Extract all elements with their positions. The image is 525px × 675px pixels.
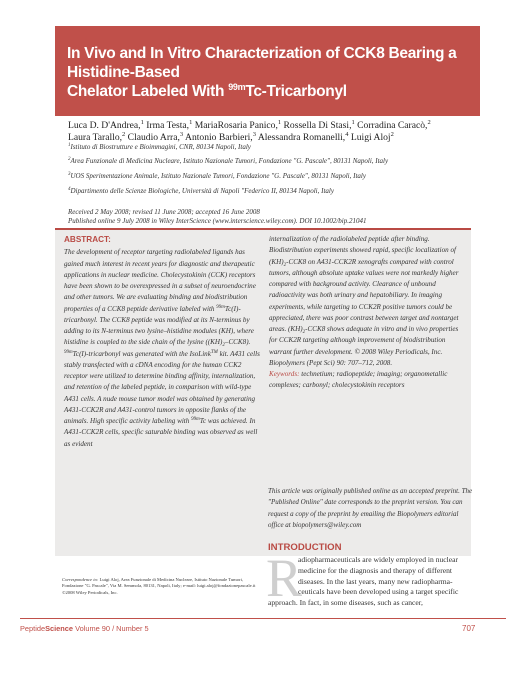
abstract-text-run: -CCK8 on A431-CCK2R xenografts compared with control tumors, although absolute uptake values were not markedly higher compared with background activity. Clearance of unbound radioactivity was both urinary and hepatobiliary. In imaging experiments, while targeting to CCK2R positive tumors could be appreciated, there was poor contrast between target and nontarget areas. (KH): [269, 257, 459, 333]
author-line-1: [68, 120, 488, 132]
abstract-text-run: Tc(I)-tricarbonyl. The CCK8 peptide was modified at its N-terminus by adding to its N-terminus two lysine–histidine modules (KH), where histidine is coupled to the side chain of the lysine ((KH): [64, 304, 254, 347]
author-affiliation-mark: 1: [140, 119, 144, 126]
affiliation-text: Area Funzionale di Medicina Nucleare, Istituto Nazionale Tumori, Fondazione "G. Pascale", 80131 Napoli, Italy: [70, 157, 389, 165]
affiliation-text: Istituto di Biostrutture e Bioimmagini, CNR, 80134 Napoli, Italy: [70, 143, 251, 151]
subscript: 2: [302, 330, 306, 335]
abstract-column-left: [64, 234, 260, 450]
correspondence-label: Correspondence to:: [62, 577, 99, 582]
intro-text-line: medicine for the diagnosis and therapy of different: [298, 566, 453, 575]
affiliation-number: 4: [68, 187, 71, 192]
affiliation-number: 1: [68, 143, 71, 148]
footer-rule: [20, 618, 506, 619]
author-affiliation-mark: 2: [122, 131, 126, 139]
affiliation-2: [68, 157, 488, 166]
abstract-text-run: The development of receptor targeting radiolabeled ligands has gained much interest in recent years for diagnostic and therapeutic applications in nuclear medicine. Cholecystokinin (CCK) receptors have been shown to be overexpressed in a subset of neuroendocrine and other tumors. We are evaluating binding and biodistribution properties of a CCK8 peptide derivative labeled with: [64, 248, 256, 313]
abstract-text-run: -CCK8 shows adequate in vitro and in vivo properties for CCK2R targeting although improvement of biodistribution warrant further development. © 2008 Wiley Periodicals, Inc. Biopolymers (Pept Sci) 90: 707–712, 2008.: [269, 325, 459, 367]
keywords-label: Keywords:: [269, 370, 300, 378]
subscript: 2: [283, 262, 287, 268]
drop-cap-letter: R: [266, 548, 303, 608]
author-name: Irma Testa,: [143, 120, 190, 131]
correspondence-note: [62, 577, 260, 596]
author-name: Laura Tarallo,: [68, 132, 123, 144]
affiliation-number: 2: [68, 157, 71, 162]
abstract-top-rule: [55, 228, 471, 230]
isotope-superscript: 99m: [191, 417, 200, 422]
abstract-column-right: [269, 234, 465, 392]
introduction-heading: INTRODUCTION: [268, 542, 342, 553]
journal-name-peptide: Peptide: [20, 624, 46, 633]
author-affiliation-mark: 3: [179, 131, 184, 139]
abstract-text-run: internalization of the radiolabeled peptide after binding. Biodistribution experiments showed rapid, specific localization of (KH): [269, 235, 456, 266]
abstract-text-run: Tc(I)-tricarbonyl was generated with the IsoLink: [72, 349, 211, 358]
page-number: 707: [462, 624, 476, 633]
copyright-line: ©2008 Wiley Periodicals, Inc.: [62, 589, 118, 595]
affiliation-1: [68, 143, 488, 152]
article-title: [67, 44, 468, 101]
abstract-text-left: [64, 247, 260, 450]
author-name: Alessandra Romanelli,: [255, 132, 346, 144]
abstract-text-right: [269, 234, 465, 369]
journal-name-science: Science: [45, 624, 74, 633]
intro-text-line: ceuticals have been developed using a target specific: [298, 587, 459, 596]
title-line-1: In Vivo and In Vitro Characterization of CCK8 Bearing a Histidine-Based: [67, 45, 457, 81]
preprint-note: This article was originally published online as an accepted preprint. The "Published Online" date corresponds to the preprint version. You can request a copy of the preprint by emailing the Biopolymers editorial office at biopolymers@wiley.com: [268, 487, 473, 530]
author-name: Luigi Aloj: [348, 132, 391, 144]
affiliation-text: UOS Sperimentazione Animale, Istituto Nazionale Tumori, Fondazione "G. Pascale", 80131 Napoli, Italy: [70, 172, 366, 180]
correspondence-text: Luigi Aloj, Area Funzionale di Medicina Nucleare, Istituto Nazionale Tumori, Fondazione "G. Pascale", Via M. Semmola, 80131, Napoli, Italy; e-mail: luigi.aloj@fondazionepascale.it: [62, 577, 256, 589]
title-isotope-superscript: 99m: [228, 82, 246, 92]
author-affiliation-mark: 1: [277, 119, 282, 126]
abstract-heading: ABSTRACT:: [64, 235, 111, 244]
author-affiliation-mark: 3: [252, 131, 256, 139]
intro-text-line: adiopharmaceuticals are widely employed in nuclear: [298, 555, 459, 564]
journal-footer: [20, 624, 149, 633]
author-affiliation-mark: 1: [351, 119, 355, 126]
title-line-2-prefix: Chelator Labeled With: [67, 83, 229, 100]
trademark-superscript: TM: [210, 349, 218, 355]
affiliation-text: Dipartimento delle Scienze Biologiche, Università di Napoli "Federico II, 80134 Napoli, Italy: [70, 187, 334, 195]
author-name: Antonio Barbieri,: [183, 132, 253, 144]
keywords: [269, 369, 465, 392]
author-affiliation-mark: 4: [345, 131, 349, 139]
article-title-banner: [55, 26, 480, 116]
abstract-text-run: –CCK8).: [224, 338, 251, 347]
isotope-superscript: 99m: [216, 304, 225, 310]
affiliation-4: [68, 187, 488, 196]
affiliation-number: 3: [68, 172, 71, 177]
affiliation-3: [68, 172, 488, 181]
author-affiliation-mark: 2: [390, 131, 394, 139]
author-name: MariaRosaria Panico,: [192, 120, 278, 131]
journal-volume: Volume 90 / Number 5: [73, 624, 149, 633]
author-name: Luca D. D'Andrea,: [68, 120, 141, 131]
keywords-text: technetium; radiopeptide; imaging; organometallic complexes; carbonyl; cholecystokinin receptors: [269, 370, 448, 390]
intro-text-line: approach. In fact, in some diseases, such as cancer,: [268, 598, 423, 607]
received-dates: Received 2 May 2008; revised 11 June 2008; accepted 16 June 2008: [68, 208, 260, 216]
author-name: Claudio Arra,: [125, 132, 180, 144]
intro-text-line: diseases. In the last years, many new radiopharma-: [298, 577, 453, 586]
title-line-2-suffix: Tc-Tricarbonyl: [245, 83, 347, 100]
subscript: 2: [222, 343, 225, 349]
abstract-text-run: Tc was achieved. In A431-CCK2R cells, specific saturable binding was observed as well as evident: [64, 417, 258, 448]
published-online-line: Published online 9 July 2008 in Wiley InterScience (www.interscience.wiley.com). DOI 10.1002/bip.21041: [68, 217, 367, 225]
author-name: Rossella Di Stasi,: [281, 120, 352, 131]
author-affiliation-mark: 2: [427, 119, 431, 126]
author-affiliation-mark: 1: [189, 119, 193, 126]
author-list: [68, 120, 488, 145]
author-name: Corradina Caracò,: [354, 120, 428, 131]
isotope-superscript: 99m: [64, 349, 73, 355]
abstract-text-run: kit. A431 cells stably transfected with a cDNA encoding for the human CCK2 receptor were utilized to determine binding affinity, internalization, and retention of the labeled peptide, in comparison with wild-type A431 cells. A nude mouse tumor model was obtained by generating A431-CCK2R and A431-control tumors in opposite flanks of the animals. High specific activity labeling with: [64, 349, 260, 425]
